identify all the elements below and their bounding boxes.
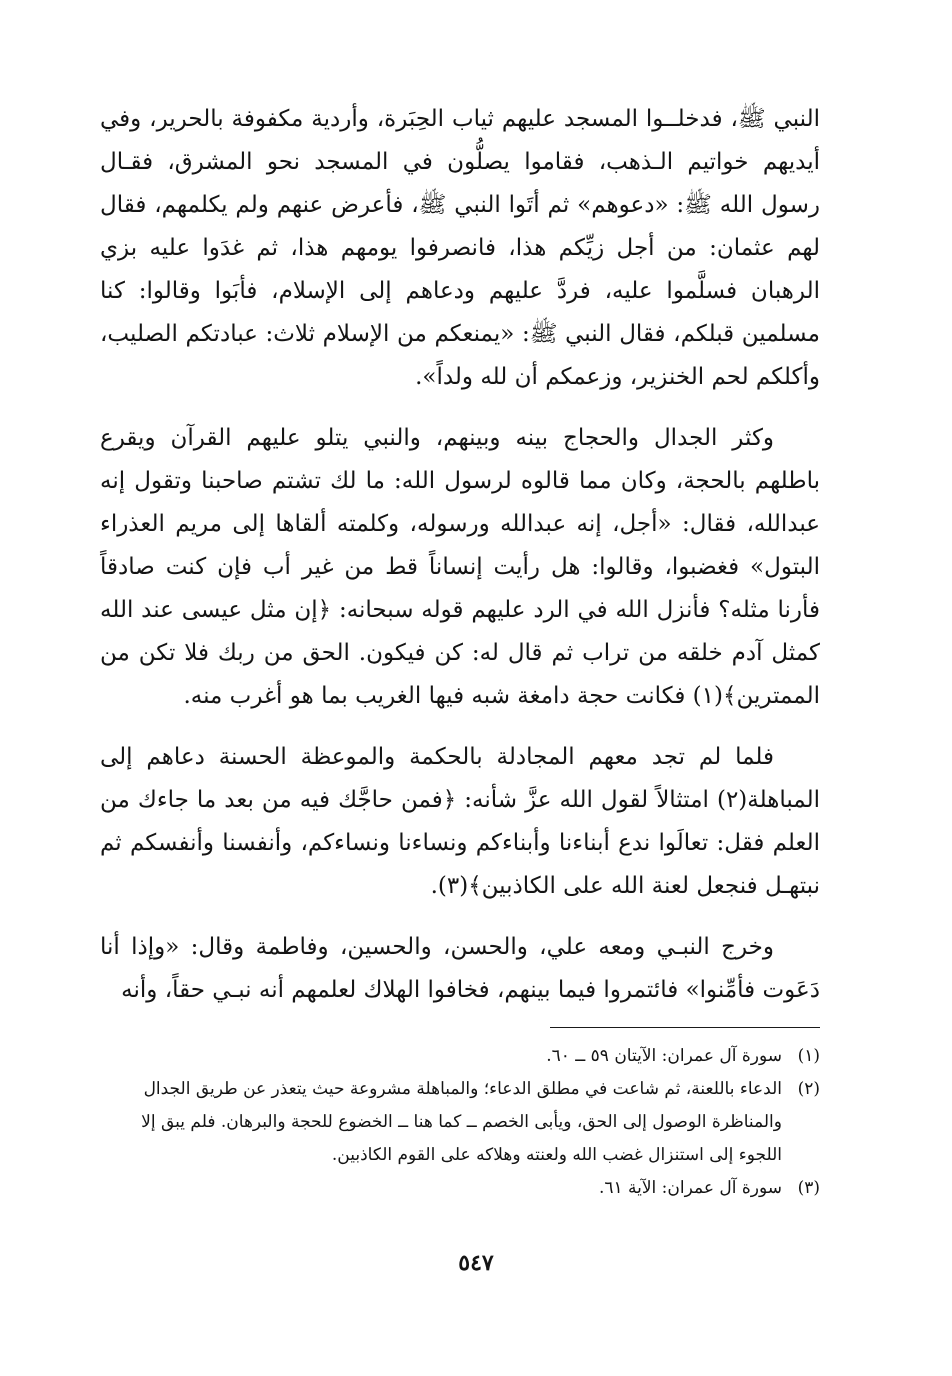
footnote-divider xyxy=(550,1027,820,1028)
paragraph: وكثر الجدال والحجاج بينه وبينهم، والنبي يتلو عليهم القرآن ويقرع باطلهم بالحجة، وكان مما قالوه لرسول الله: ما لك تشتم صاحبنا وتقول إنه عبدالله، فقال: «أجل، إنه عبدالله ورسوله، وكلمته ألقاها إلى مريم العذراء البتول» فغضبوا، وقالوا: هل رأيت إنساناً قط من غير أب فإن كنت صادقاً فأرنا مثله؟ فأنزل الله في الرد عليهم قوله سبحانه: ﴿إن مثل عيسى عند الله كمثل آدم خلقه من تراب ثم قال له: كن فيكون. الحق من ربك فلا تكن من الممترين﴾(١) فكانت حجة دامغة شبه فيها الغريب بما هو أغرب منه. xyxy=(100,425,820,709)
footnote-number: (٢) xyxy=(797,1079,820,1099)
page-number: ٥٤٧ xyxy=(458,1250,494,1276)
footnote-text: الدعاء باللعنة، ثم شاعت في مطلق الدعاء؛ والمباهلة مشروعة حيث يتعذر عن طريق الجدال والمناظرة الوصول إلى الحق، ويأبى الخصم ــ كما هنا ــ الخضوع للحجة والبرهان. فلم يبق إلا اللجوء إلى استنزال غضب الله ولعنته وهلاكه على القوم الكاذبين. xyxy=(141,1079,782,1165)
footnote-text: سورة آل عمران: الآية ٦١. xyxy=(598,1178,782,1198)
footnote-number: (٣) xyxy=(797,1178,820,1198)
main-text xyxy=(100,98,820,1030)
footnote xyxy=(100,1073,820,1172)
footnote xyxy=(100,1040,820,1073)
footnote-text: سورة آل عمران: الآيتان ٥٩ ــ ٦٠. xyxy=(546,1046,782,1066)
footnote xyxy=(100,1172,820,1205)
paragraph: وخرج النبـي ومعه علي، والحسن، والحسين، وفاطمة وقال: «وإذا أنا دَعَوت فأمِّنوا» فائتمروا فيما بينهم، فخافوا الهلاك لعلمهم أنه نبـي حقاً، وأنه xyxy=(100,934,820,1003)
footnote-number: (١) xyxy=(797,1046,820,1066)
paragraph: النبي ﷺ، فدخلــوا المسجد عليهم ثياب الحِبَرة، وأردية مكفوفة بالحرير، وفي أيديهم خواتيم الـذهب، فقاموا يصلُّون في المسجد نحو المشرق، فقـال رسول الله ﷺ: «دعوهم» ثم أتَوا النبي ﷺ، فأعرض عنهم ولم يكلمهم، فقال لهم عثمان: من أجل زيِّكم هذا، فانصرفوا يومهم هذا، ثم غدَوا عليه بزي الرهبان فسلَّموا عليه، فردَّ عليهم ودعاهم إلى الإسلام، فأبَوا وقالوا: كنا مسلمين قبلكم، فقال النبي ﷺ: «يمنعكم من الإسلام ثلاث: عبادتكم الصليب، وأكلكم لحم الخنزير، وزعمكم أن لله ولداً». xyxy=(100,106,820,390)
footnotes xyxy=(100,1040,820,1205)
paragraph: فلما لم تجد معهم المجادلة بالحكمة والموعظة الحسنة دعاهم إلى المباهلة(٢) امتثالاً لقول الله عزَّ شأنه: ﴿فمن حاجَّك فيه من بعد ما جاءك من العلم فقل: تعالَوا ندع أبناءنا وأبناءكم ونساءنا ونساءكم، وأنفسنا وأنفسكم ثم نبتهـل فنجعل لعنة الله على الكاذبين﴾(٣). xyxy=(100,744,820,899)
